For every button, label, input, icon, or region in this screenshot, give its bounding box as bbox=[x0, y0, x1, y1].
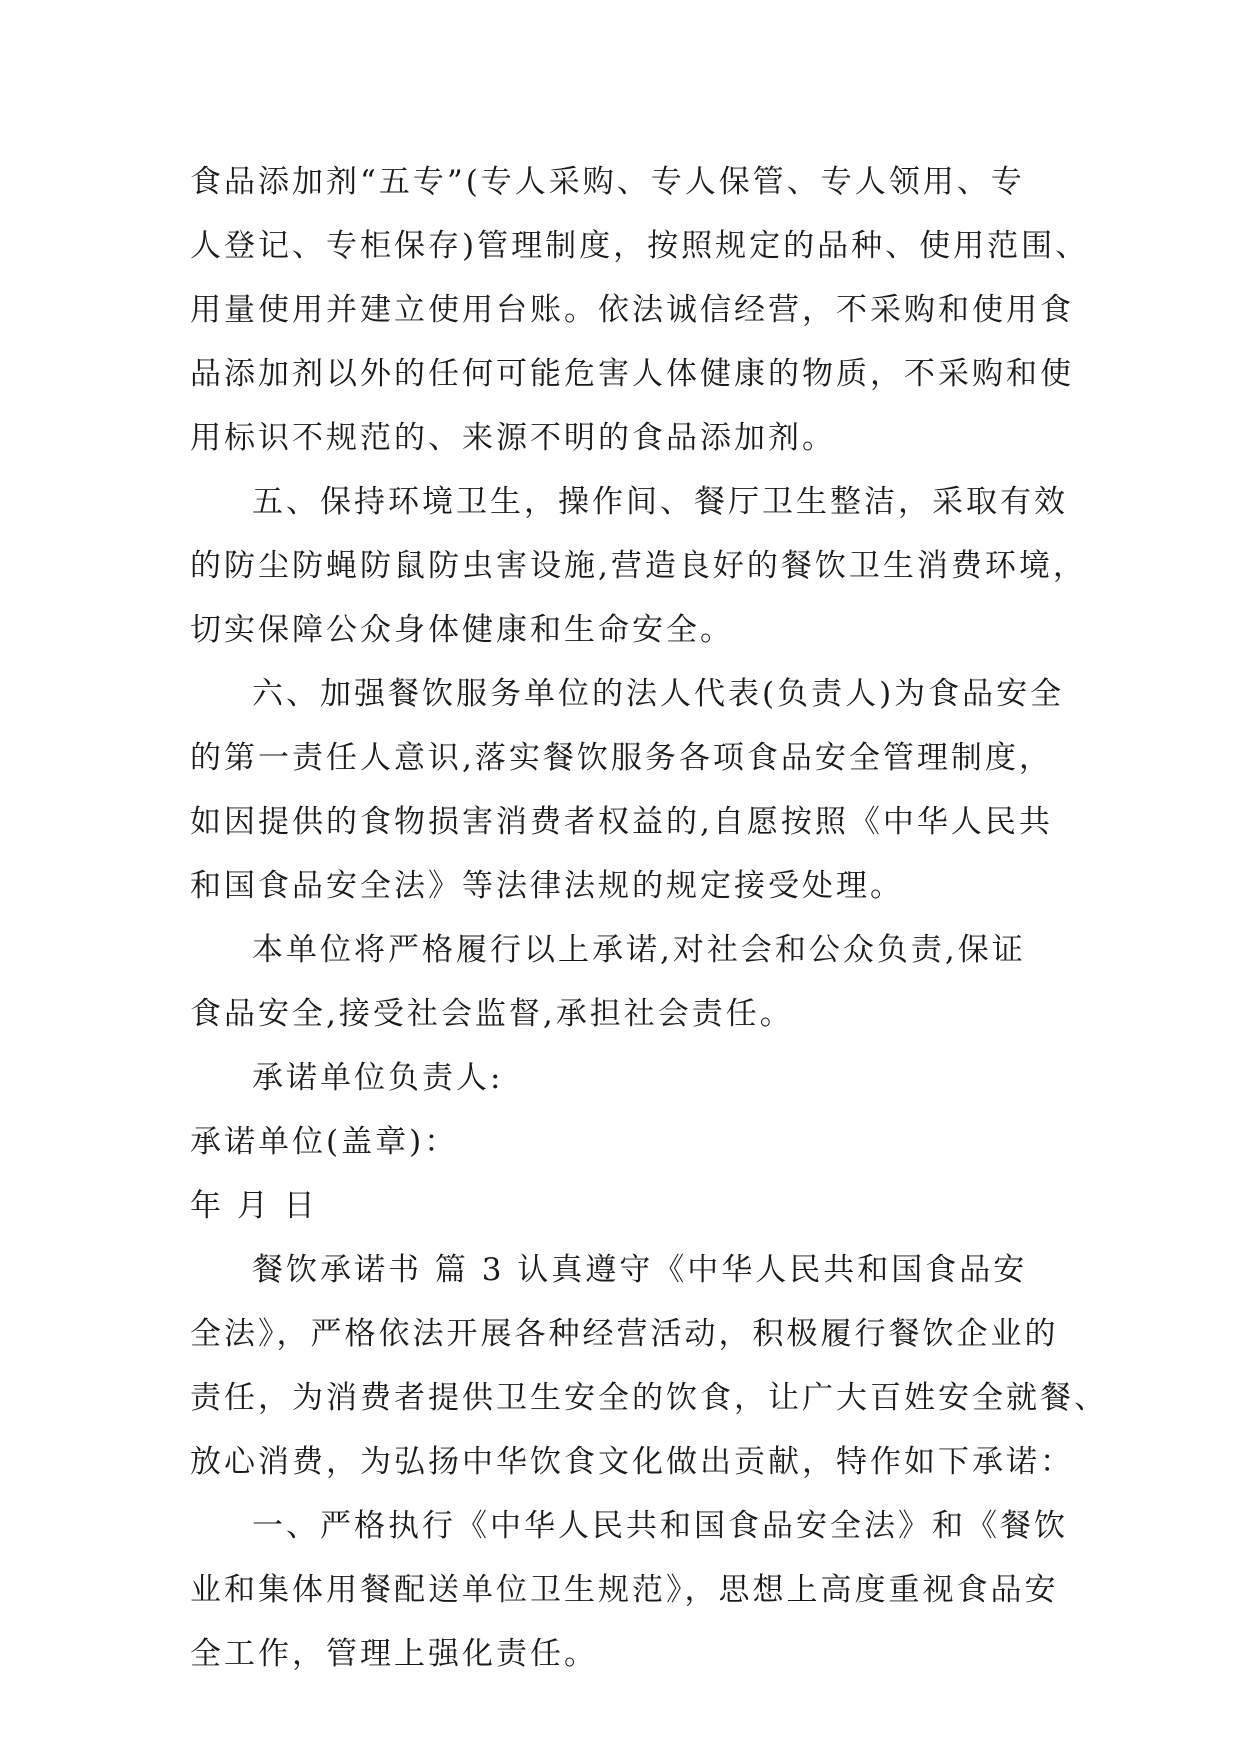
text-line: 一、严格执行《中华人民共和国食品安全法》和《餐饮 bbox=[252, 1508, 1068, 1544]
text-line: 如因提供的食物损害消费者权益的,自愿按照《中华人民共 bbox=[190, 804, 1053, 840]
signatory-line: 承诺单位负责人: bbox=[252, 1060, 504, 1096]
text-line: 食品添加剂“五专”(专人采购、专人保管、专人领用、专 bbox=[190, 164, 1025, 200]
text-line: 用量使用并建立使用台账。依法诚信经营，不采购和使用食 bbox=[190, 292, 1074, 328]
section-heading-line: 餐饮承诺书 篇 3 认真遵守《中华人民共和国食品安 bbox=[252, 1252, 1028, 1288]
text-line: 放心消费，为弘扬中华饮食文化做出贡献，特作如下承诺： bbox=[190, 1444, 1074, 1480]
text-line: 的防尘防蝇防鼠防虫害设施,营造良好的餐饮卫生消费环境， bbox=[190, 548, 1087, 584]
text-line: 本单位将严格履行以上承诺,对社会和公众负责,保证 bbox=[252, 932, 1026, 968]
text-line: 五、保持环境卫生，操作间、餐厅卫生整洁，采取有效 bbox=[252, 484, 1068, 520]
text-line: 业和集体用餐配送单位卫生规范》，思想上高度重视食品安 bbox=[190, 1572, 1059, 1608]
text-line: 人登记、专柜保存)管理制度，按照规定的品种、使用范围、 bbox=[190, 228, 1090, 264]
text-line: 责任，为消费者提供卫生安全的饮食，让广大百姓安全就餐、 bbox=[190, 1380, 1108, 1416]
text-line: 全法》，严格依法开展各种经营活动，积极履行餐饮企业的 bbox=[190, 1316, 1059, 1352]
text-line: 品添加剂以外的任何可能危害人体健康的物质，不采购和使 bbox=[190, 356, 1074, 392]
text-line: 的第一责任人意识,落实餐饮服务各项食品安全管理制度， bbox=[190, 740, 1053, 776]
date-line: 年 月 日 bbox=[190, 1188, 318, 1224]
text-line: 切实保障公众身体健康和生命安全。 bbox=[190, 612, 734, 648]
text-line: 和国食品安全法》等法律法规的规定接受处理。 bbox=[190, 868, 904, 904]
seal-line: 承诺单位(盖章)： bbox=[190, 1124, 459, 1160]
text-line: 用标识不规范的、来源不明的食品添加剂。 bbox=[190, 420, 836, 456]
text-line: 六、加强餐饮服务单位的法人代表(负责人)为食品安全 bbox=[252, 676, 1065, 712]
text-line: 食品安全,接受社会监督,承担社会责任。 bbox=[190, 996, 794, 1032]
text-line: 全工作，管理上强化责任。 bbox=[190, 1636, 598, 1672]
